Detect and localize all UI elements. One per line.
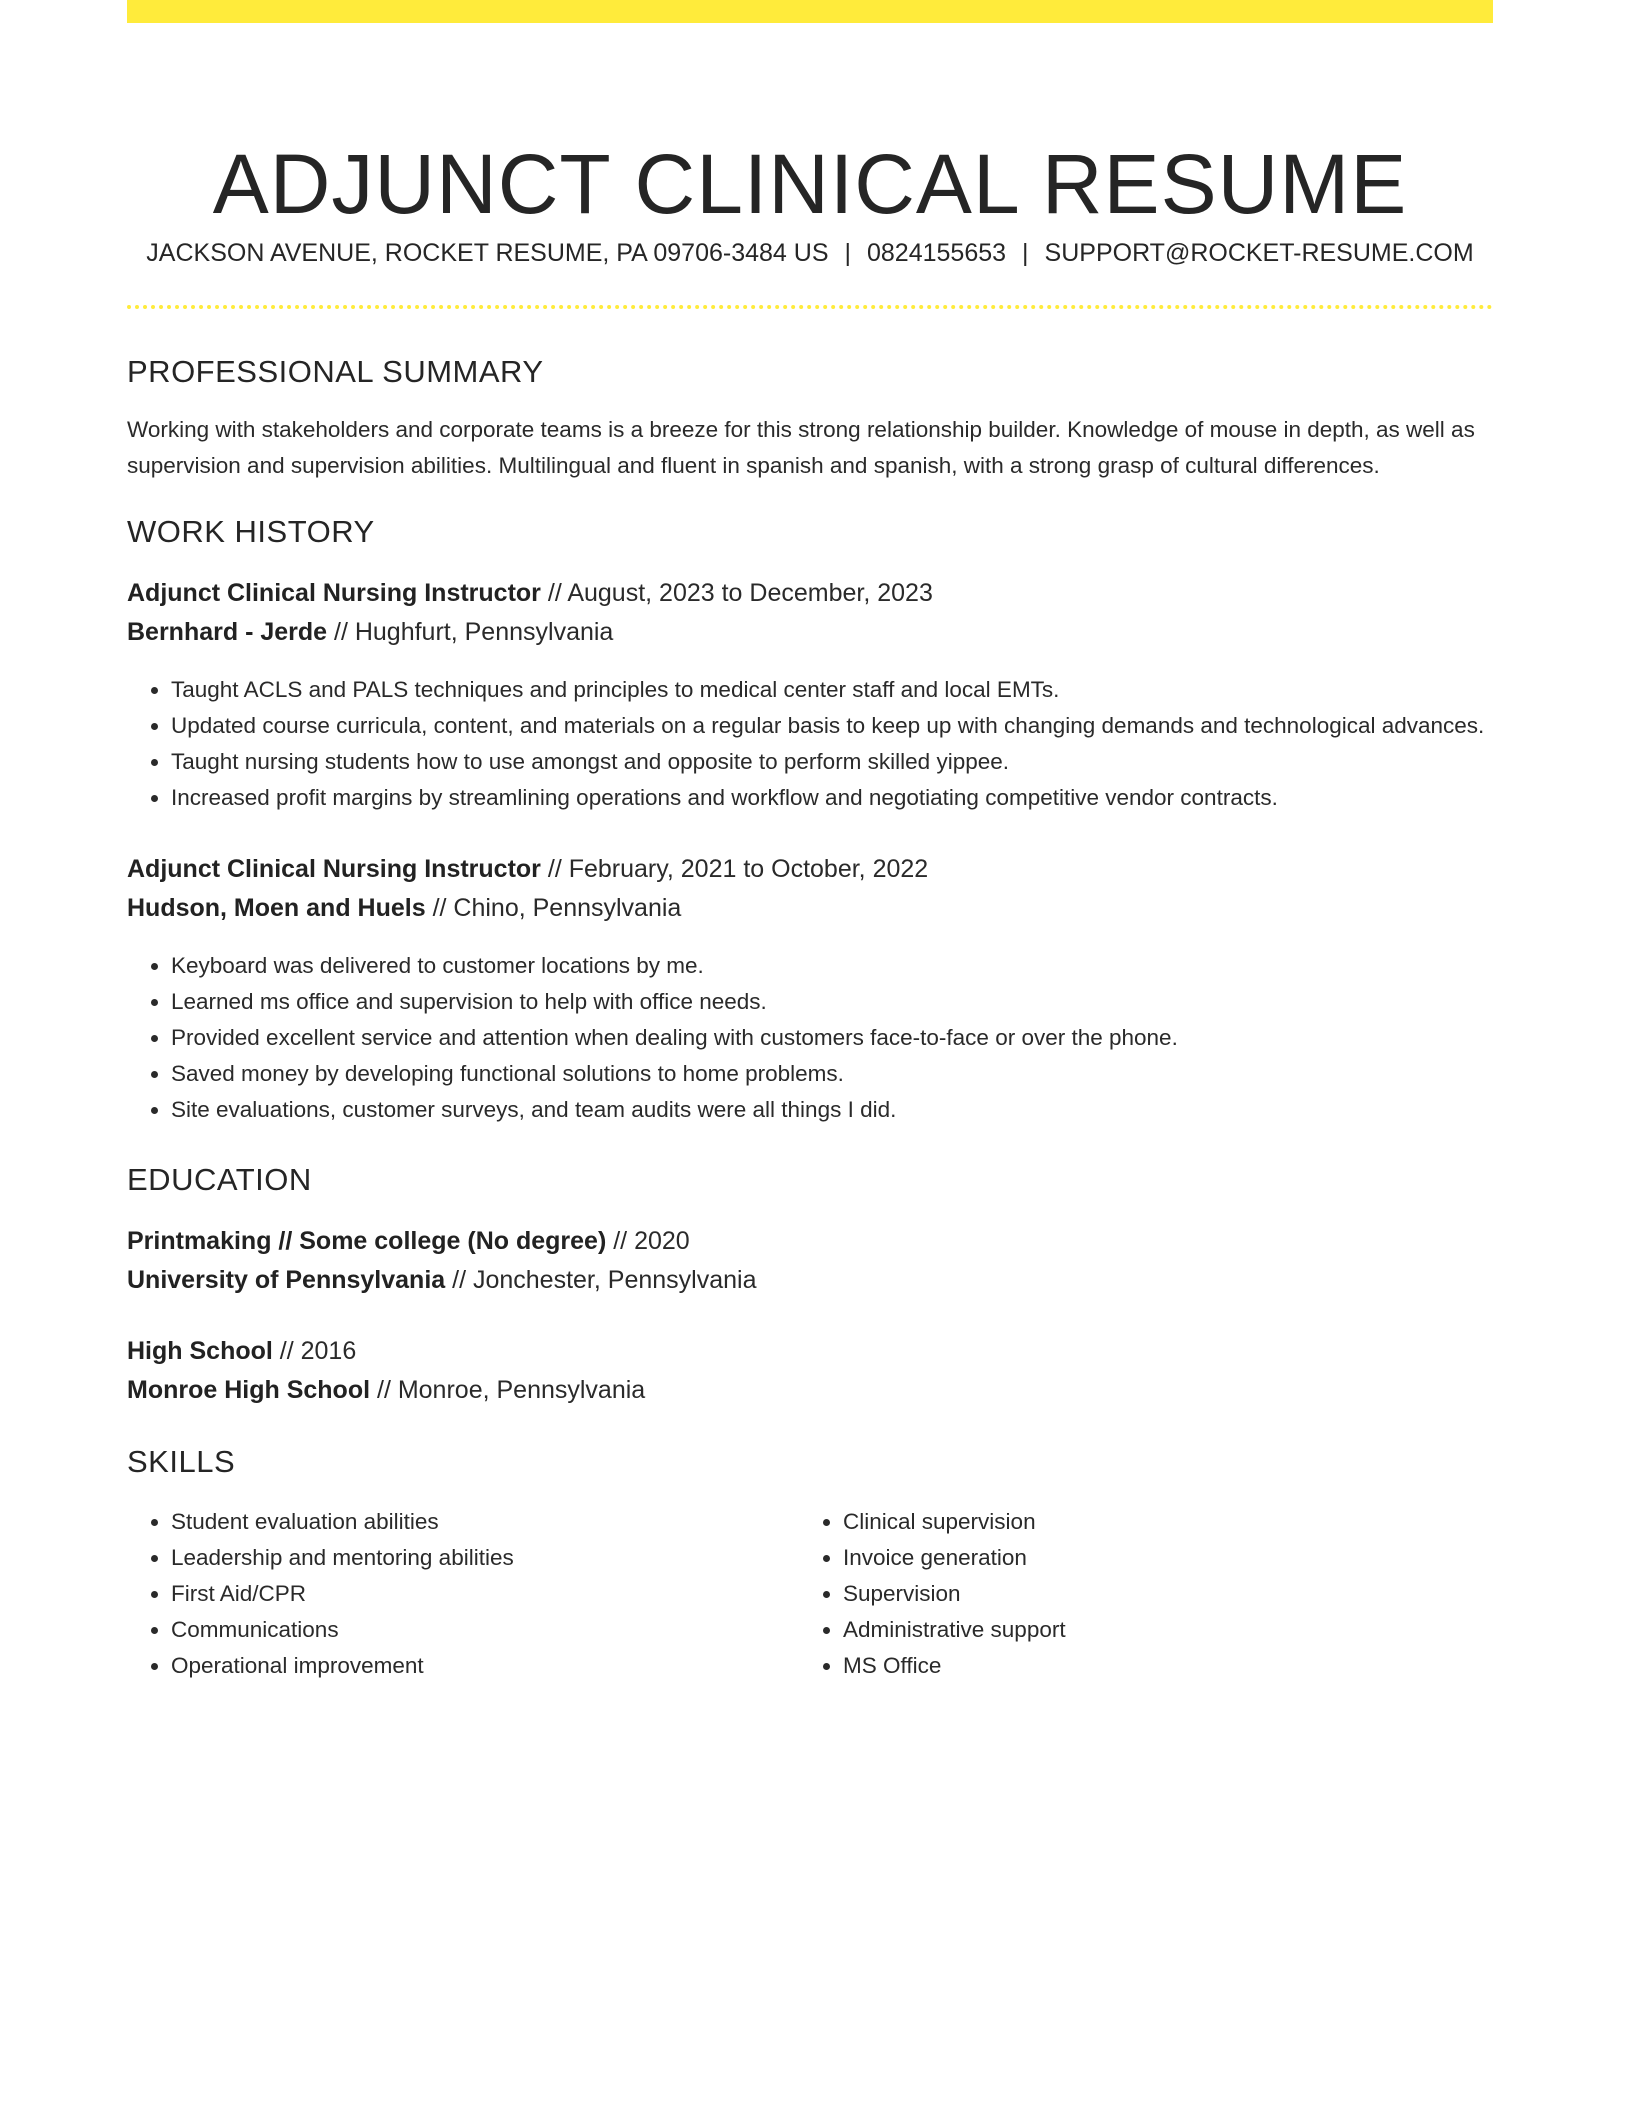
job-bullet: • Taught nursing students how to use amongst and opposite to perform skilled yippee. <box>171 744 1493 780</box>
education-degree: High School <box>127 1337 273 1365</box>
job-company-line <box>127 613 1493 652</box>
job-bullet: • Keyboard was delivered to customer locations by me. <box>171 948 1493 984</box>
education-heading: EDUCATION <box>127 1162 312 1197</box>
job-entry <box>127 574 1493 816</box>
contact-phone: 0824155653 <box>867 239 1007 267</box>
education-degree-line <box>127 1222 1493 1261</box>
skill-item: • First Aid/CPR <box>171 1576 799 1612</box>
accent-top-bar <box>127 0 1493 23</box>
job-bullet: • Provided excellent service and attention when dealing with customers face-to-face or over the phone. <box>171 1020 1493 1056</box>
skills-section <box>127 1440 1493 1684</box>
education-school: Monroe High School <box>127 1376 371 1404</box>
work-history-heading: WORK HISTORY <box>127 514 375 549</box>
education-degree: Printmaking // Some college (No degree) <box>127 1227 607 1255</box>
education-section <box>127 1158 1493 1410</box>
contact-line <box>127 235 1493 271</box>
skills-list <box>127 1504 799 1684</box>
job-bullet: • Site evaluations, customer surveys, and team audits were all things I did. <box>171 1092 1493 1128</box>
job-title-line <box>127 574 1493 613</box>
education-entry <box>127 1332 1493 1410</box>
summary-heading: PROFESSIONAL SUMMARY <box>127 354 544 389</box>
skill-item: • Operational improvement <box>171 1648 799 1684</box>
contact-email: SUPPORT@ROCKET-RESUME.COM <box>1044 239 1474 267</box>
skills-columns <box>127 1504 1493 1684</box>
skills-heading: SKILLS <box>127 1444 236 1479</box>
resume-title: ADJUNCT CLINICAL RESUME <box>212 137 1408 232</box>
education-year: // 2020 <box>606 1227 690 1255</box>
skills-list <box>799 1504 1471 1684</box>
job-bullets <box>127 948 1493 1128</box>
contact-separator: | <box>844 239 851 267</box>
job-company: Bernhard - Jerde <box>127 618 328 646</box>
education-school: University of Pennsylvania <box>127 1266 446 1294</box>
summary-text: Working with stakeholders and corporate teams is a breeze for this strong relationship builder. Knowledge of mouse in depth, as well as supervision and supervision abilities. Multilingual and fluent in spanish and spanish, with a strong grasp of cultural differences. <box>127 417 1475 478</box>
job-bullets <box>127 672 1493 816</box>
education-location: // Jonchester, Pennsylvania <box>445 1266 757 1294</box>
summary-section <box>127 350 1493 484</box>
skill-item: • Student evaluation abilities <box>171 1504 799 1540</box>
contact-address: JACKSON AVENUE, ROCKET RESUME, PA 09706-3484 US <box>146 239 829 267</box>
job-title: Adjunct Clinical Nursing Instructor <box>127 855 541 883</box>
job-entry <box>127 850 1493 1128</box>
job-title: Adjunct Clinical Nursing Instructor <box>127 579 541 607</box>
skill-item: • Administrative support <box>843 1612 1471 1648</box>
job-bullet: • Updated course curricula, content, and materials on a regular basis to keep up with changing demands and technological advances. <box>171 708 1493 744</box>
skills-column-left <box>127 1504 799 1684</box>
job-company-line <box>127 889 1493 928</box>
job-bullet: • Increased profit margins by streamlining operations and workflow and negotiating competitive vendor contracts. <box>171 780 1493 816</box>
education-school-line <box>127 1261 1493 1300</box>
job-bullet: • Saved money by developing functional solutions to home problems. <box>171 1056 1493 1092</box>
skills-column-right <box>799 1504 1471 1684</box>
education-entry <box>127 1222 1493 1300</box>
skill-item: • MS Office <box>843 1648 1471 1684</box>
education-degree-line <box>127 1332 1493 1371</box>
skill-item: • Communications <box>171 1612 799 1648</box>
job-dates: // February, 2021 to October, 2022 <box>540 855 929 883</box>
skill-item: • Invoice generation <box>843 1540 1471 1576</box>
contact-separator: | <box>1022 239 1029 267</box>
skill-item: • Leadership and mentoring abilities <box>171 1540 799 1576</box>
work-history-section <box>127 510 1493 1128</box>
job-title-line <box>127 850 1493 889</box>
skill-item: • Clinical supervision <box>843 1504 1471 1540</box>
job-dates: // August, 2023 to December, 2023 <box>540 579 933 607</box>
job-bullet: • Taught ACLS and PALS techniques and principles to medical center staff and local EMTs. <box>171 672 1493 708</box>
education-school-line <box>127 1371 1493 1410</box>
job-company: Hudson, Moen and Huels <box>127 894 426 922</box>
resume-body <box>127 350 1493 1684</box>
job-location: // Hughfurt, Pennsylvania <box>327 618 614 646</box>
education-year: // 2016 <box>272 1337 357 1365</box>
job-location: // Chino, Pennsylvania <box>425 894 682 922</box>
skill-item: • Supervision <box>843 1576 1471 1612</box>
education-location: // Monroe, Pennsylvania <box>370 1376 646 1404</box>
dotted-divider <box>127 305 1493 309</box>
job-bullet: • Learned ms office and supervision to help with office needs. <box>171 984 1493 1020</box>
